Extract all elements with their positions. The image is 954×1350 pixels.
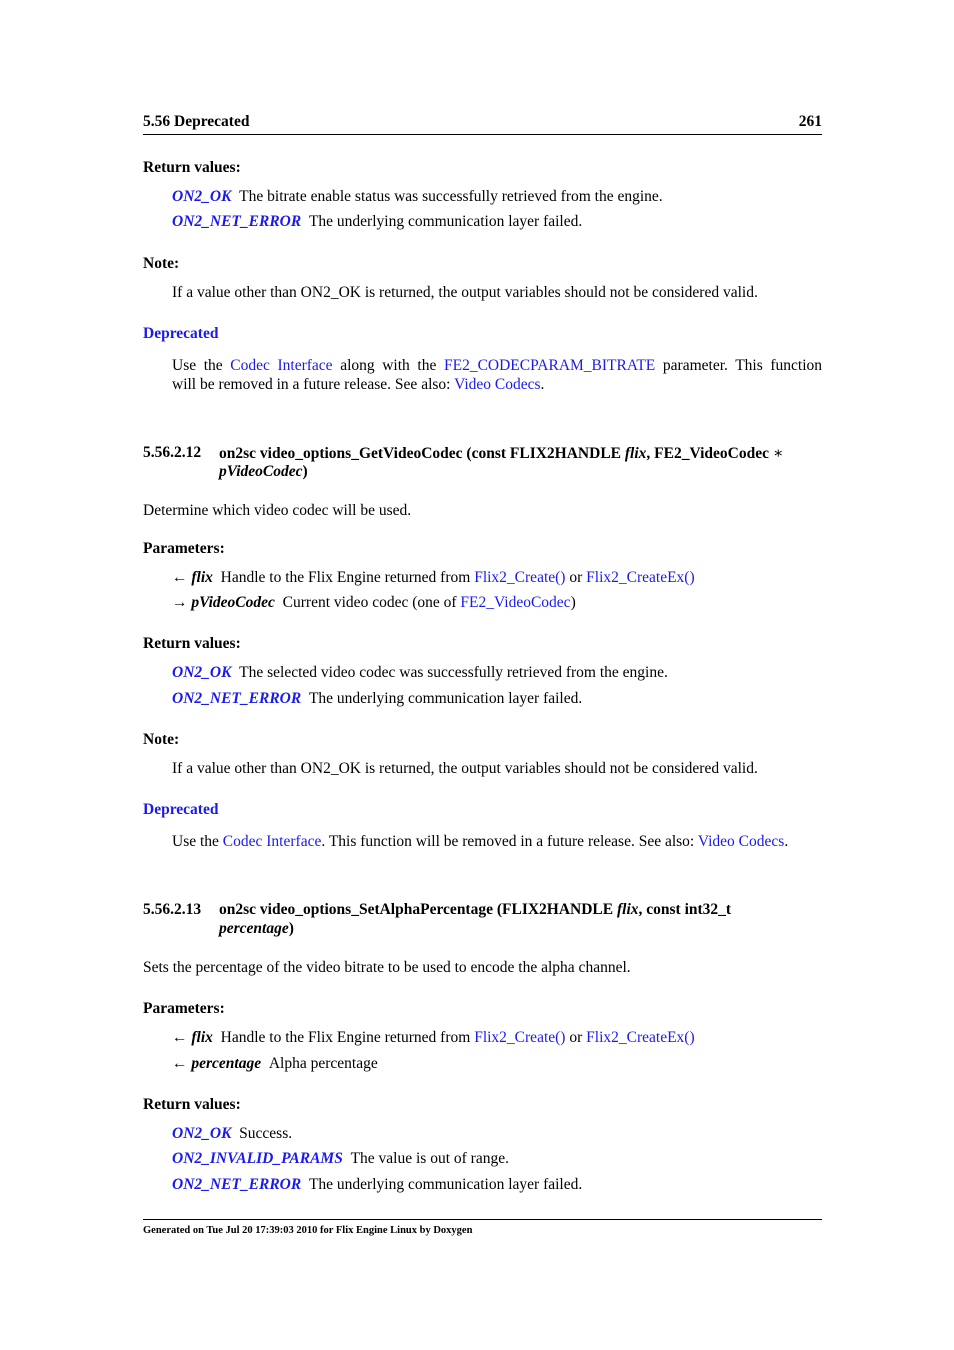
return-value-desc: The underlying communication layer failed. xyxy=(308,1176,583,1193)
return-value-desc: The selected video codec was successfully retrieved from the engine. xyxy=(239,664,668,681)
codecparam-bitrate-link[interactable]: FE2_CODECPARAM_BITRATE xyxy=(443,357,656,374)
codec-interface-link[interactable]: Codec Interface xyxy=(230,357,333,374)
return-value-desc: The underlying communication layer failed. xyxy=(308,690,583,707)
deprecated-text-line xyxy=(172,357,822,375)
fe2-videocodec-link[interactable]: FE2_VideoCodec xyxy=(460,594,571,611)
return-code-link[interactable]: ON2_NET_ERROR xyxy=(172,690,302,707)
param-name: percentage xyxy=(219,920,289,937)
text-span: , const int32_t xyxy=(638,901,732,918)
return-values-heading: Return values: xyxy=(143,635,241,652)
page-number: 261 xyxy=(798,113,822,130)
text-span: will be removed in a future release. See also: xyxy=(172,376,451,393)
deprecated-link[interactable]: Deprecated xyxy=(143,325,219,342)
parameter-row xyxy=(172,1029,695,1047)
text-span: on2sc video_options_SetAlphaPercentage (FLIX2HANDLE xyxy=(219,901,614,918)
flix2-create-link[interactable]: Flix2_Create() xyxy=(474,569,566,586)
running-header-section: 5.56 Deprecated xyxy=(143,113,250,130)
function-description: Determine which video codec will be used. xyxy=(143,502,412,519)
parameter-row xyxy=(172,1055,378,1073)
parameter-row xyxy=(172,569,695,587)
return-code-link[interactable]: ON2_INVALID_PARAMS xyxy=(172,1150,343,1167)
header-rule xyxy=(143,134,822,135)
return-value-desc: The value is out of range. xyxy=(350,1150,509,1167)
text-span: parameter. This function xyxy=(662,357,823,374)
note-heading: Note: xyxy=(143,255,180,272)
text-span: . xyxy=(784,833,789,850)
text-span: ) xyxy=(288,920,294,937)
return-code-link[interactable]: ON2_NET_ERROR xyxy=(172,213,302,230)
return-value-desc: The underlying communication layer failed. xyxy=(308,213,583,230)
direction-arrow: → xyxy=(172,594,188,611)
footer-text: Generated on Tue Jul 20 17:39:03 2010 for Flix Engine Linux by Doxygen xyxy=(143,1225,473,1236)
param-name: pVideoCodec xyxy=(219,463,303,480)
param-name: flix xyxy=(191,569,213,586)
section-title-cont xyxy=(219,463,308,481)
deprecated-text-line xyxy=(172,833,788,851)
text-span: along with the xyxy=(340,357,437,374)
section-title xyxy=(219,444,783,463)
return-value-desc: The bitrate enable status was successfully retrieved from the engine. xyxy=(239,188,663,205)
text-span: ) xyxy=(302,463,308,480)
return-value-row xyxy=(172,664,668,682)
codec-interface-link[interactable]: Codec Interface xyxy=(222,833,322,850)
direction-arrow: ← xyxy=(172,1055,188,1072)
text-span: or xyxy=(569,1029,583,1046)
direction-arrow: ← xyxy=(172,569,188,586)
return-value-row xyxy=(172,213,582,231)
return-values-heading: Return values: xyxy=(143,1096,241,1113)
return-value-desc: Success. xyxy=(239,1125,293,1142)
note-text: If a value other than ON2_OK is returned, the output variables should not be considered valid. xyxy=(172,284,758,301)
return-value-row xyxy=(172,1125,292,1143)
section-title-cont xyxy=(219,920,294,938)
footer-rule xyxy=(143,1219,822,1220)
deprecated-link[interactable]: Deprecated xyxy=(143,801,219,818)
section-number: 5.56.2.13 xyxy=(143,901,202,918)
flix2-create-link[interactable]: Flix2_Create() xyxy=(474,1029,566,1046)
param-desc: Handle to the Flix Engine returned from xyxy=(220,1029,471,1046)
text-span: , FE2_VideoCodec xyxy=(646,445,769,462)
param-name: pVideoCodec xyxy=(191,594,275,611)
return-values-heading: Return values: xyxy=(143,159,241,176)
param-name: flix xyxy=(616,901,639,918)
direction-arrow: ← xyxy=(172,1029,188,1046)
param-name: percentage xyxy=(191,1055,262,1072)
return-value-row xyxy=(172,1150,509,1168)
return-code-link[interactable]: ON2_NET_ERROR xyxy=(172,1176,302,1193)
return-code-link[interactable]: ON2_OK xyxy=(172,188,232,205)
return-value-row xyxy=(172,1176,582,1194)
parameters-heading: Parameters: xyxy=(143,1000,225,1017)
text-span: . xyxy=(540,376,545,393)
function-description: Sets the percentage of the video bitrate to be used to encode the alpha channel. xyxy=(143,959,631,976)
return-value-row xyxy=(172,690,582,708)
parameter-row xyxy=(172,594,576,612)
return-value-row xyxy=(172,188,663,206)
param-desc: Current video codec (one of xyxy=(282,594,457,611)
video-codecs-link[interactable]: Video Codecs xyxy=(697,833,785,850)
deprecated-text-line xyxy=(172,376,544,394)
text-span: or xyxy=(569,569,583,586)
param-name: flix xyxy=(624,445,647,462)
return-code-link[interactable]: ON2_OK xyxy=(172,1125,232,1142)
return-code-link[interactable]: ON2_OK xyxy=(172,664,232,681)
text-span: Use the xyxy=(172,357,223,374)
video-codecs-link[interactable]: Video Codecs xyxy=(454,376,541,393)
flix2-createex-link[interactable]: Flix2_CreateEx() xyxy=(586,1029,695,1046)
text-span: on2sc video_options_GetVideoCodec (const FLIX2HANDLE xyxy=(219,445,622,462)
text-span: . This function will be removed in a future release. See also: xyxy=(321,833,695,850)
param-desc: Handle to the Flix Engine returned from xyxy=(220,569,471,586)
section-title xyxy=(219,901,731,919)
note-text: If a value other than ON2_OK is returned, the output variables should not be considered valid. xyxy=(172,760,758,777)
section-number: 5.56.2.12 xyxy=(143,444,202,461)
flix2-createex-link[interactable]: Flix2_CreateEx() xyxy=(586,569,695,586)
param-name: flix xyxy=(191,1029,213,1046)
parameters-heading: Parameters: xyxy=(143,540,225,557)
param-desc: Alpha percentage xyxy=(268,1055,378,1072)
pointer-star: ∗ xyxy=(772,445,784,462)
text-span: Use the xyxy=(172,833,219,850)
note-heading: Note: xyxy=(143,731,180,748)
text-span: ) xyxy=(570,594,576,611)
